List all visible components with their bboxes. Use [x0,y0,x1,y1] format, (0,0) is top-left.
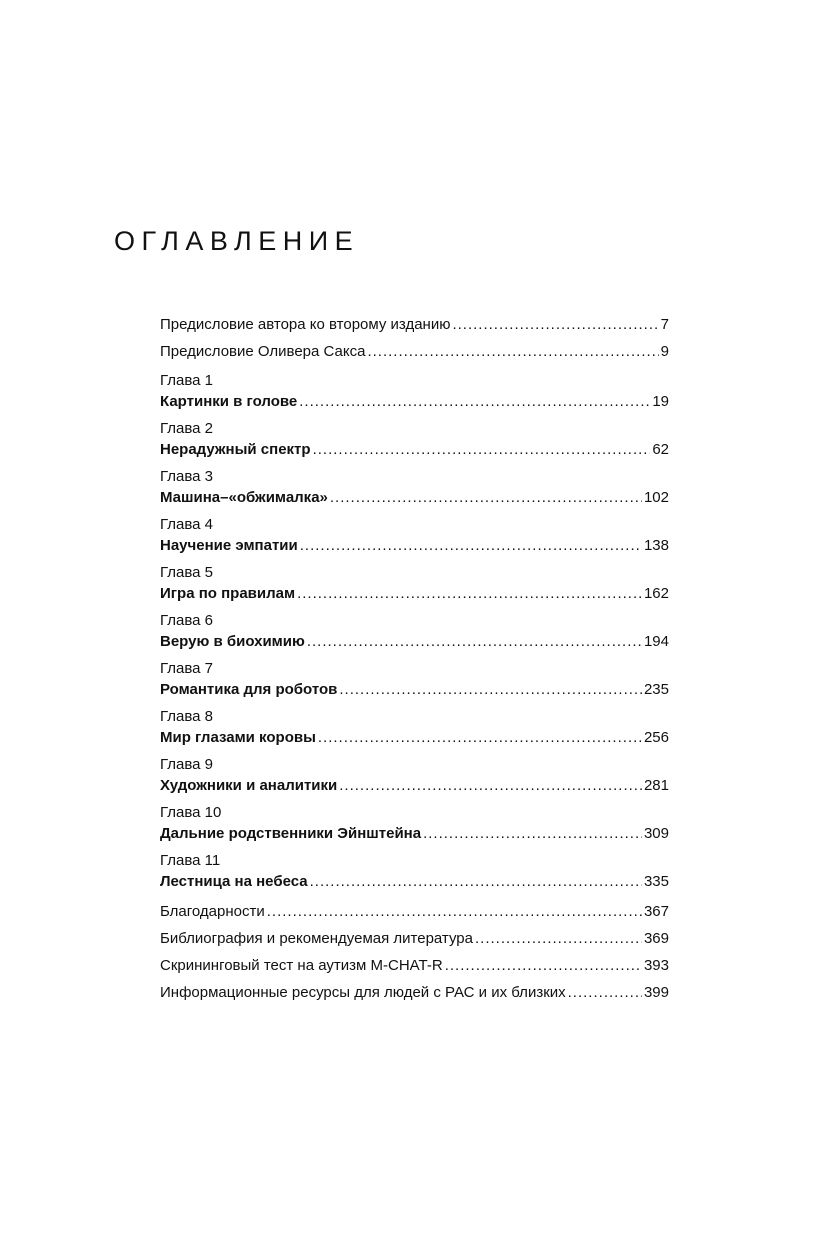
chapter-title: Машина–«обжималка» [160,489,328,506]
chapter-title: Научение эмпатии [160,537,298,554]
toc-entry-page: 369 [643,930,669,947]
dot-leader [568,979,642,1006]
chapter-title: Игра по правилам [160,585,296,602]
dot-leader [318,727,642,749]
chapter-title: Художники и аналитики [160,777,338,794]
chapter-page: 256 [643,729,669,746]
dot-leader [339,775,642,797]
table-of-contents [160,311,669,1006]
dot-leader [475,925,642,952]
toc-entry-resources[interactable] [160,979,669,1006]
chapter-page: 309 [643,825,669,842]
chapter-page: 235 [643,681,669,698]
chapter-label: Глава 3 [160,468,214,485]
toc-chapter-7[interactable] [160,658,669,701]
chapter-page: 335 [643,873,669,890]
toc-entry-page: 393 [643,957,669,974]
dot-leader [339,679,642,701]
toc-entry-screening-test[interactable] [160,952,669,979]
toc-entry-title: Предисловие автора ко второму изданию [160,316,451,333]
chapter-label: Глава 6 [160,612,214,629]
dot-leader [423,823,642,845]
dot-leader [299,391,650,413]
dot-leader [310,871,642,893]
chapter-label: Глава 1 [160,372,214,389]
chapter-label: Глава 4 [160,516,214,533]
toc-heading: ОГЛАВЛЕНИЕ [114,226,360,256]
chapter-page: 162 [643,585,669,602]
toc-chapter-5[interactable] [160,562,669,605]
toc-chapter-6[interactable] [160,610,669,653]
chapter-label: Глава 11 [160,852,221,869]
dot-leader [313,439,651,461]
chapter-label: Глава 7 [160,660,214,677]
toc-entry-preface-author[interactable] [160,311,669,338]
chapter-title: Дальние родственники Эйнштейна [160,825,422,842]
toc-entry-page: 9 [660,343,669,360]
chapter-page: 102 [643,489,669,506]
toc-entry-page: 7 [660,316,669,333]
chapter-page: 62 [652,441,669,458]
toc-entry-preface-sacks[interactable] [160,338,669,365]
chapter-page: 19 [652,393,669,410]
toc-chapter-9[interactable] [160,754,669,797]
toc-entry-title: Благодарности [160,903,265,920]
chapter-title: Лестница на небеса [160,873,308,890]
toc-chapter-3[interactable] [160,466,669,509]
toc-chapter-11[interactable] [160,850,669,893]
toc-entry-title: Информационные ресурсы для людей с РАС и их близких [160,984,566,1001]
dot-leader [297,583,642,605]
dot-leader [445,952,642,979]
chapter-label: Глава 8 [160,708,214,725]
dot-leader [367,338,658,365]
toc-chapter-10[interactable] [160,802,669,845]
toc-chapter-8[interactable] [160,706,669,749]
chapter-label: Глава 9 [160,756,214,773]
chapter-title: Мир глазами коровы [160,729,316,746]
toc-entry-page: 399 [643,984,669,1001]
chapter-page: 281 [643,777,669,794]
chapter-label: Глава 5 [160,564,214,581]
toc-entry-title: Скрининговый тест на аутизм M-CHAT-R [160,957,443,974]
chapter-title: Нерадужный спектр [160,441,311,458]
chapter-label: Глава 10 [160,804,222,821]
chapter-label: Глава 2 [160,420,214,437]
dot-leader [330,487,642,509]
toc-chapter-2[interactable] [160,418,669,461]
toc-entry-title: Библиография и рекомендуемая литература [160,930,473,947]
toc-entry-page: 367 [643,903,669,920]
toc-chapter-4[interactable] [160,514,669,557]
toc-chapter-1[interactable] [160,370,669,413]
chapter-title: Картинки в голове [160,393,298,410]
toc-entry-title: Предисловие Оливера Сакса [160,343,366,360]
toc-entry-bibliography[interactable] [160,925,669,952]
toc-entry-acknowledgements[interactable] [160,898,669,925]
dot-leader [300,535,642,557]
chapter-title: Верую в биохимию [160,633,305,650]
dot-leader [452,311,658,338]
dot-leader [307,631,642,653]
chapter-page: 138 [643,537,669,554]
chapter-title: Романтика для роботов [160,681,338,698]
chapter-page: 194 [643,633,669,650]
dot-leader [267,898,642,925]
